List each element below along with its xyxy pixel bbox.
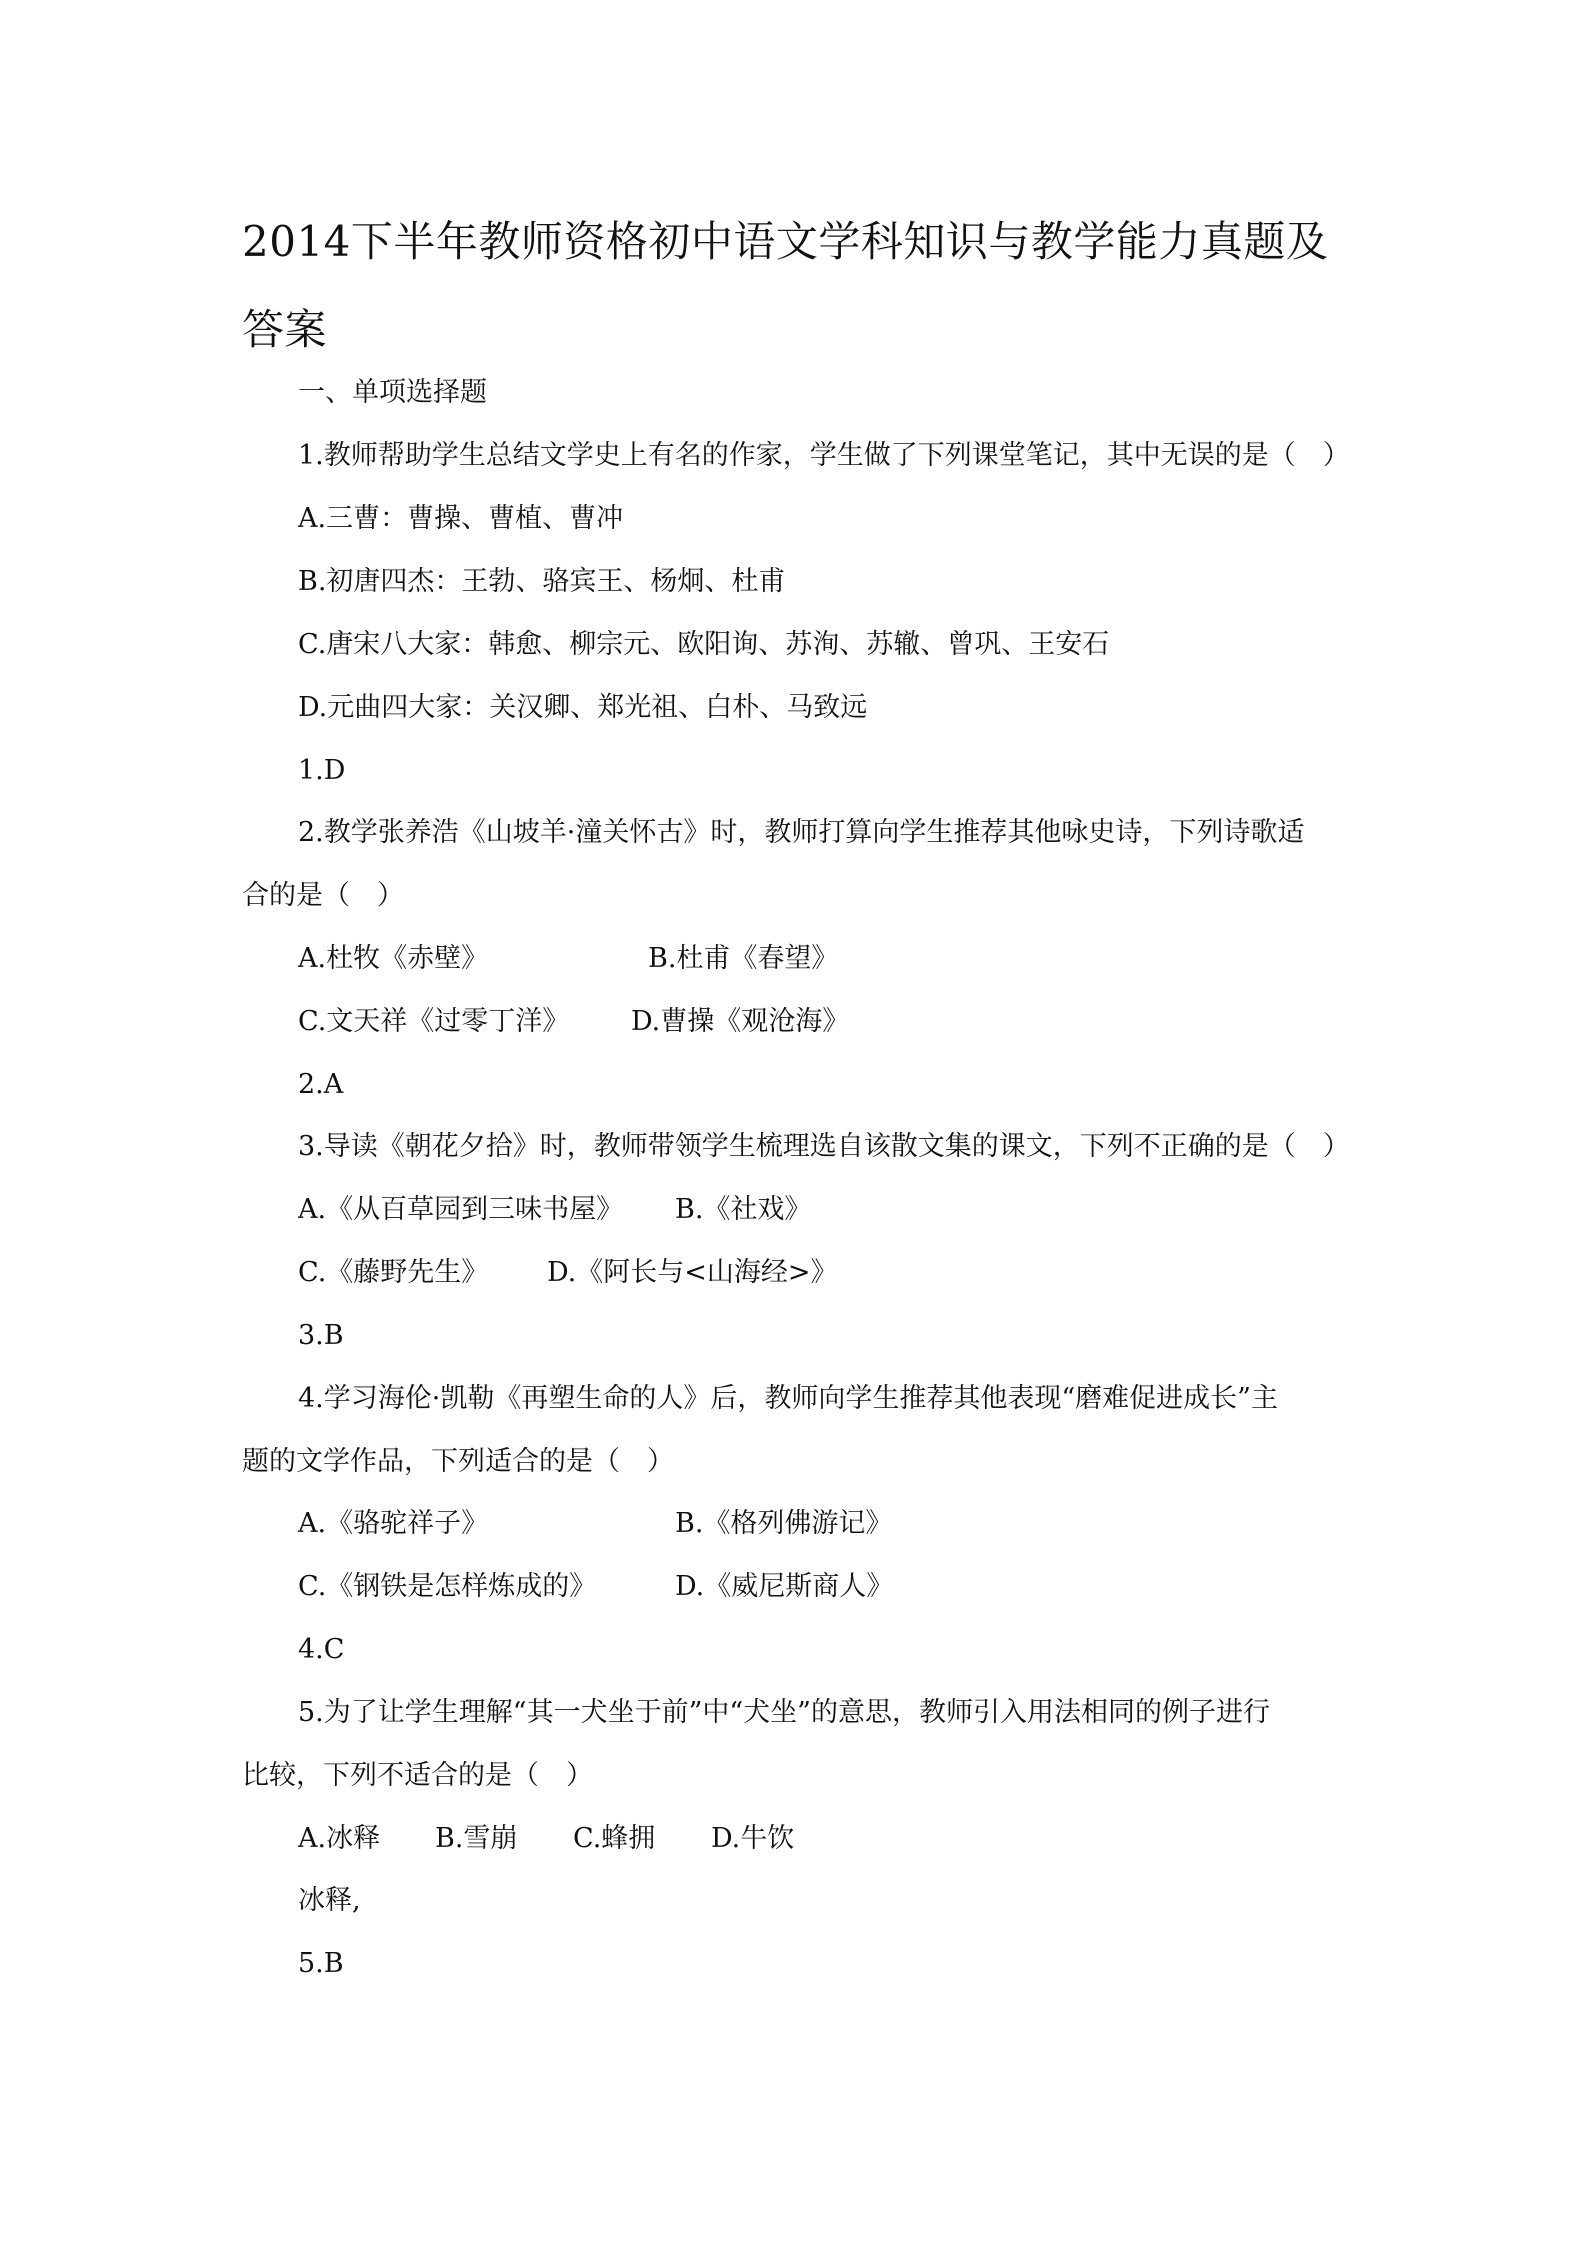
question-5-option-a: A.冰释 — [298, 1823, 381, 1854]
question-5-note: 冰释, — [298, 1885, 361, 1916]
question-2-option-b: B.杜甫《春望》 — [648, 943, 839, 974]
question-5-answer: 5.B — [298, 1948, 344, 1979]
question-2-option-d: D.曹操《观沧海》 — [631, 1006, 850, 1037]
question-2-option-a: A.杜牧《赤壁》 — [298, 943, 489, 974]
question-5-option-d: D.牛饮 — [711, 1823, 795, 1854]
question-2-stem-line-1: 2.教学张养浩《山坡羊·潼关怀古》时，教师打算向学生推荐其他咏史诗，下列诗歌适 — [298, 817, 1305, 848]
question-1-option-b: B.初唐四杰：王勃、骆宾王、杨炯、杜甫 — [298, 566, 786, 597]
question-1-answer: 1.D — [298, 755, 346, 786]
question-3-stem: 3.导读《朝花夕拾》时，教师带领学生梳理选自该散文集的课文，下列不正确的是（ ） — [298, 1131, 1350, 1162]
question-3-option-b: B.《社戏》 — [675, 1194, 812, 1225]
question-4-option-b: B.《格列佛游记》 — [675, 1508, 893, 1539]
question-5-stem-line-1: 5.为了让学生理解“其一犬坐于前”中“犬坐”的意思，教师引入用法相同的例子进行 — [298, 1697, 1270, 1728]
question-2-option-c: C.文天祥《过零丁洋》 — [298, 1006, 570, 1037]
question-3-answer: 3.B — [298, 1320, 344, 1351]
title-line-1: 2014下半年教师资格初中语文学科知识与教学能力真题及 — [242, 217, 1329, 266]
question-1-option-d: D.元曲四大家：关汉卿、郑光祖、白朴、马致远 — [298, 692, 868, 723]
question-4-option-c: C.《钢铁是怎样炼成的》 — [298, 1571, 597, 1602]
question-4-option-d: D.《威尼斯商人》 — [675, 1571, 894, 1602]
title-line-2: 答案 — [242, 305, 328, 354]
question-3-option-d: D.《阿长与<山海经>》 — [547, 1257, 838, 1288]
question-4-stem-line-1: 4.学习海伦·凯勒《再塑生命的人》后，教师向学生推荐其他表现“磨难促进成长”主 — [298, 1383, 1278, 1414]
question-1-option-c: C.唐宋八大家：韩愈、柳宗元、欧阳询、苏洵、苏辙、曾巩、王安石 — [298, 629, 1110, 660]
question-4-answer: 4.C — [298, 1634, 345, 1665]
question-4-stem-line-2: 题的文学作品，下列适合的是（ ） — [242, 1446, 674, 1477]
question-1-option-a: A.三曹：曹操、曹植、曹冲 — [298, 503, 624, 534]
question-5-option-b: B.雪崩 — [435, 1823, 518, 1854]
document-title — [242, 198, 1362, 374]
question-3-option-c: C.《藤野先生》 — [298, 1257, 489, 1288]
question-3-option-a: A.《从百草园到三味书屋》 — [298, 1194, 624, 1225]
question-5-stem-line-2: 比较，下列不适合的是（ ） — [242, 1760, 593, 1791]
question-5-option-c: C.蜂拥 — [573, 1823, 656, 1854]
section-heading: 一、单项选择题 — [298, 377, 487, 408]
question-2-answer: 2.A — [298, 1069, 344, 1100]
question-4-option-a: A.《骆驼祥子》 — [298, 1508, 489, 1539]
question-1-stem: 1.教师帮助学生总结文学史上有名的作家，学生做了下列课堂笔记，其中无误的是（ ） — [298, 440, 1350, 471]
question-2-stem-line-2: 合的是（ ） — [242, 880, 404, 911]
